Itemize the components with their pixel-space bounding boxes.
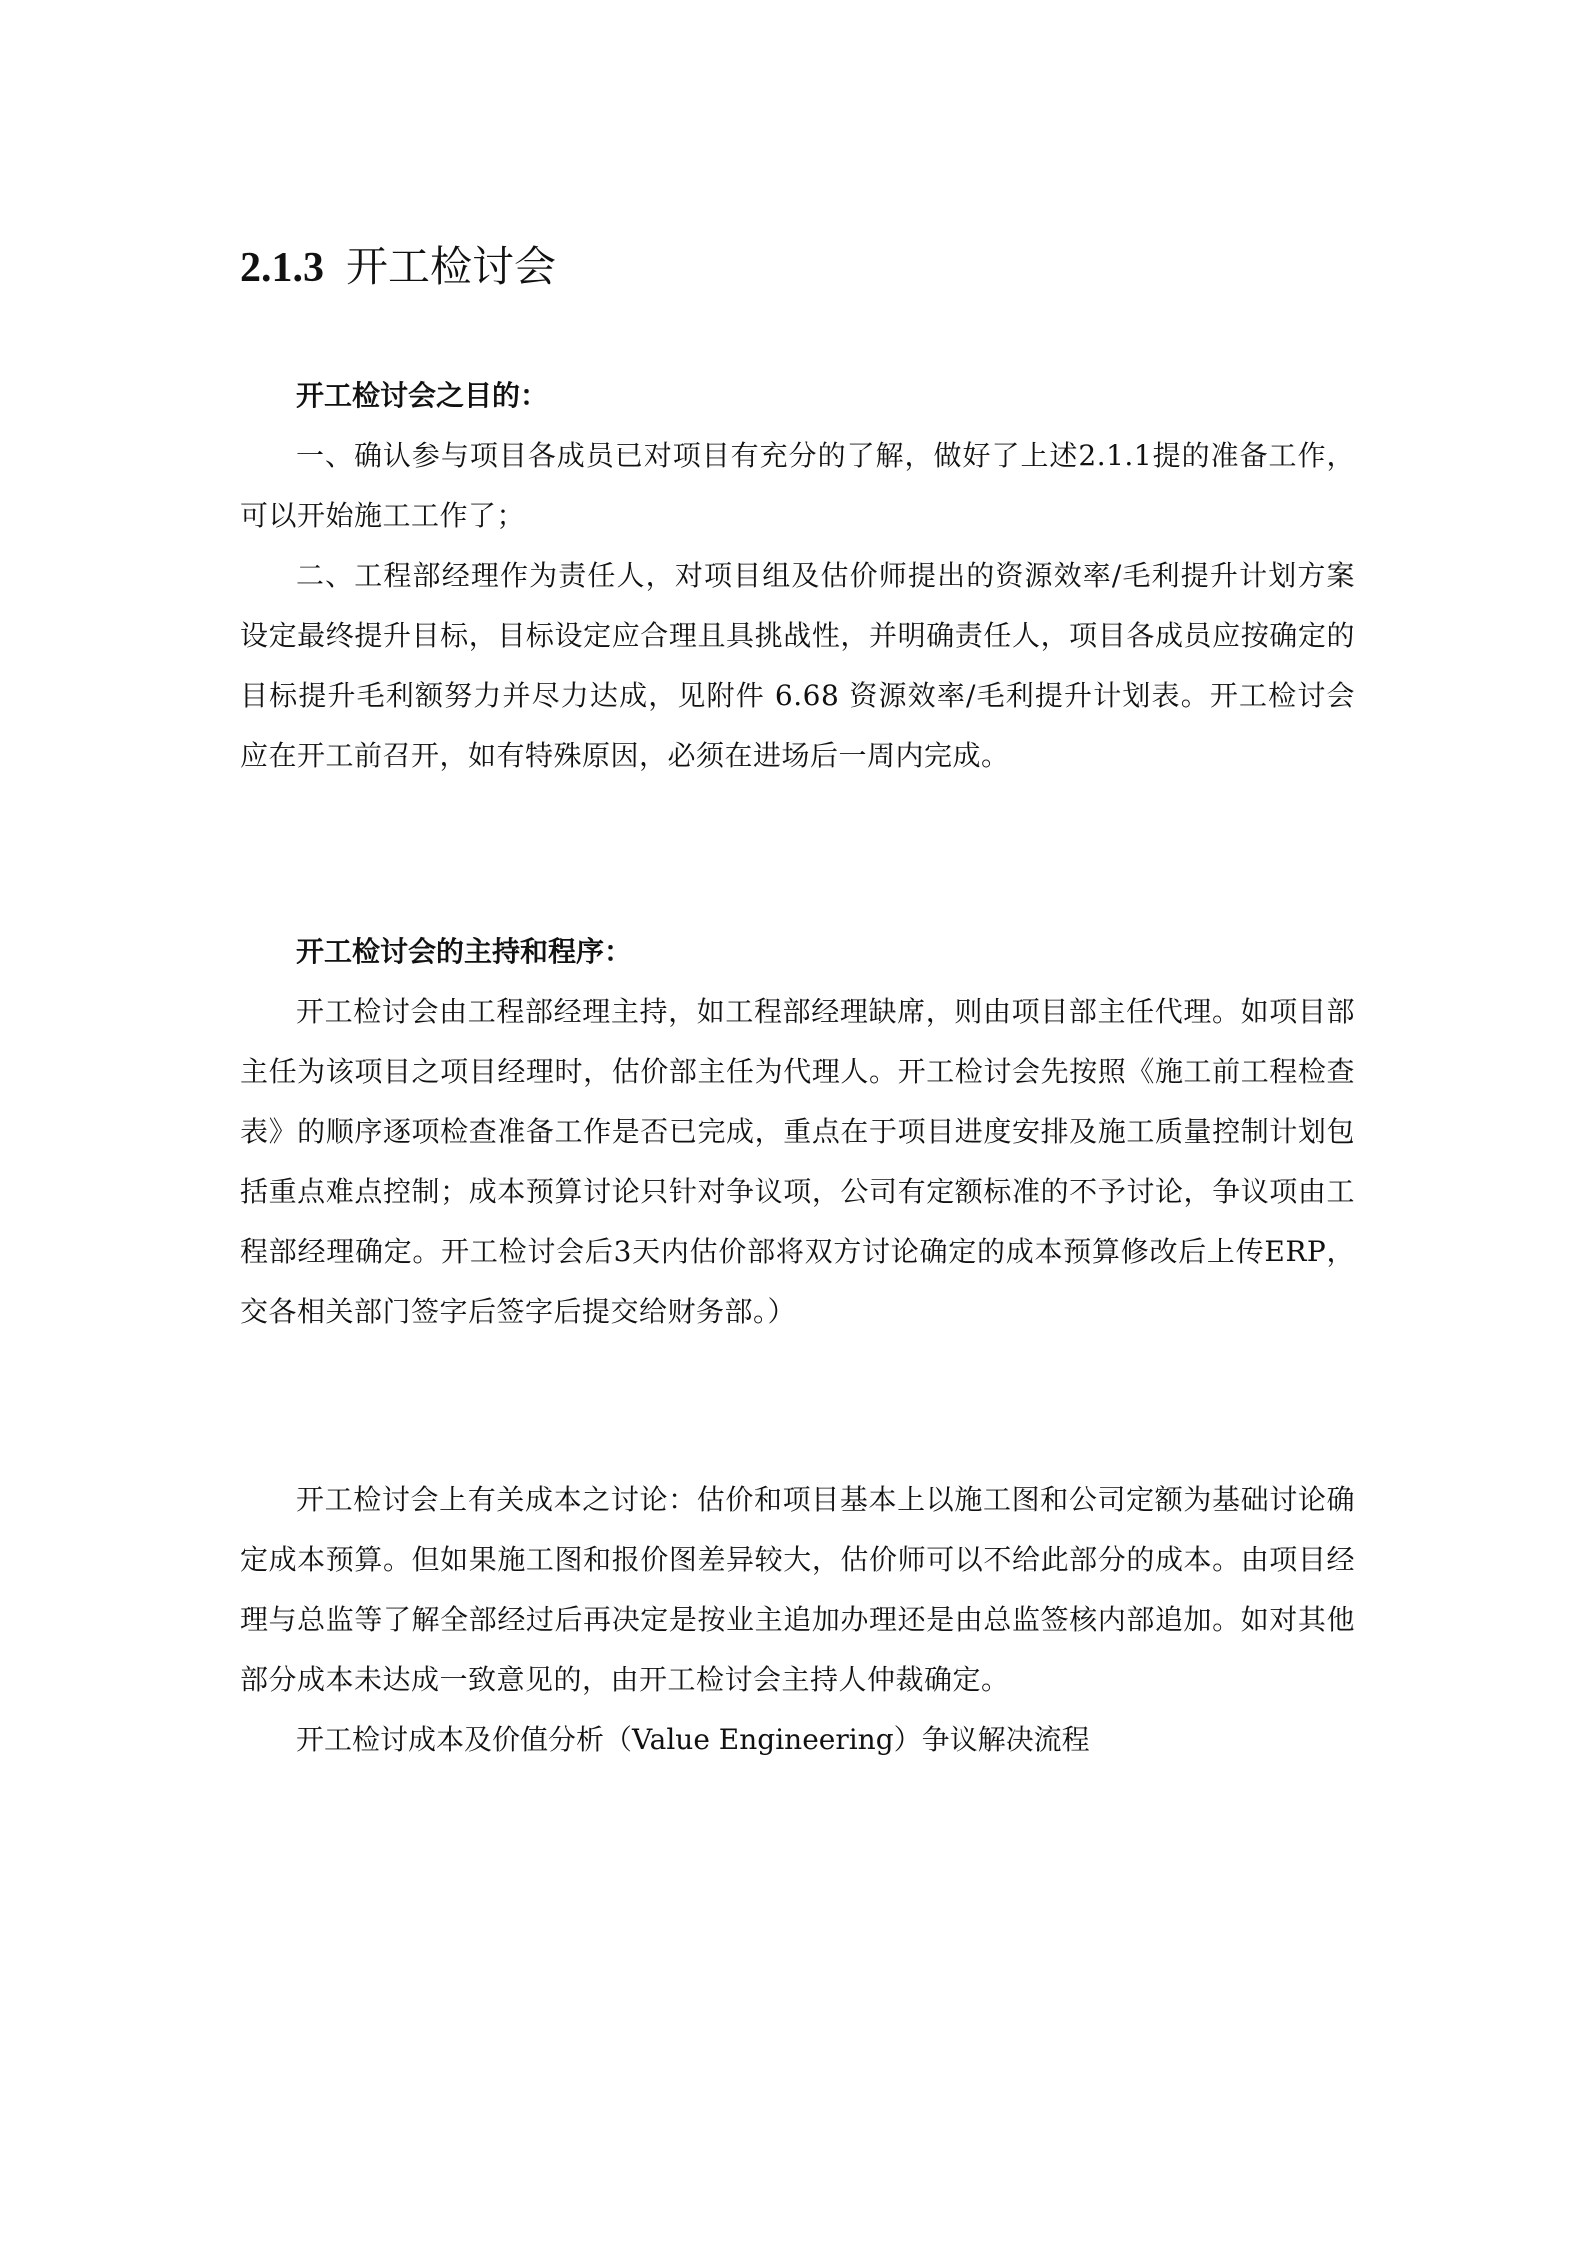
flow-caption: 开工检讨成本及价值分析（Value Engineering）争议解决流程 bbox=[296, 1723, 1090, 1756]
procedure-heading: 开工检讨会的主持和程序： bbox=[296, 935, 633, 968]
cost-discussion-block bbox=[240, 1470, 1355, 1770]
cost-discussion-paragraph: 开工检讨会上有关成本之讨论：估价和项目基本上以施工图和公司定额为基础讨论确定成本预算。但如果施工图和报价图差异较大，估价师可以不给此部分的成本。由项目经理与总监等了解全部经过后再决定是按业主追加办理还是由总监签核内部追加。如对其他部分成本未达成一致意见的，由开工检讨会主持人仲裁确定。 bbox=[240, 1483, 1355, 1696]
section-title: 开工检讨会 bbox=[346, 245, 557, 291]
procedure-paragraph: 开工检讨会由工程部经理主持，如工程部经理缺席，则由项目部主任代理。如项目部主任为该项目之项目经理时，估价部主任为代理人。开工检讨会先按照《施工前工程检查表》的顺序逐项检查准备工作是否已完成，重点在于项目进度安排及施工质量控制计划包括重点难点控制；成本预算讨论只针对争议项，公司有定额标准的不予讨论，争议项由工程部经理确定。开工检讨会后3天内估价部将双方讨论确定的成本预算修改后上传ERP，交各相关部门签字后签字后提交给财务部。） bbox=[240, 995, 1355, 1328]
purpose-heading: 开工检讨会之目的： bbox=[296, 379, 549, 412]
purpose-block bbox=[240, 366, 1355, 786]
purpose-paragraph-1: 一、确认参与项目各成员已对项目有充分的了解，做好了上述2.1.1提的准备工作，可以开始施工工作了； bbox=[240, 439, 1355, 532]
section-number: 2.1.3 bbox=[240, 245, 324, 291]
purpose-paragraph-2: 二、工程部经理作为责任人，对项目组及估价师提出的资源效率/毛利提升计划方案设定最终提升目标，目标设定应合理且具挑战性，并明确责任人，项目各成员应按确定的目标提升毛利额努力并尽力达成，见附件 6.68 资源效率/毛利提升计划表。开工检讨会应在开工前召开，如有特殊原因，必须在进场后一周内完成。 bbox=[240, 559, 1355, 772]
procedure-block bbox=[240, 922, 1355, 1342]
section-heading bbox=[240, 240, 556, 296]
